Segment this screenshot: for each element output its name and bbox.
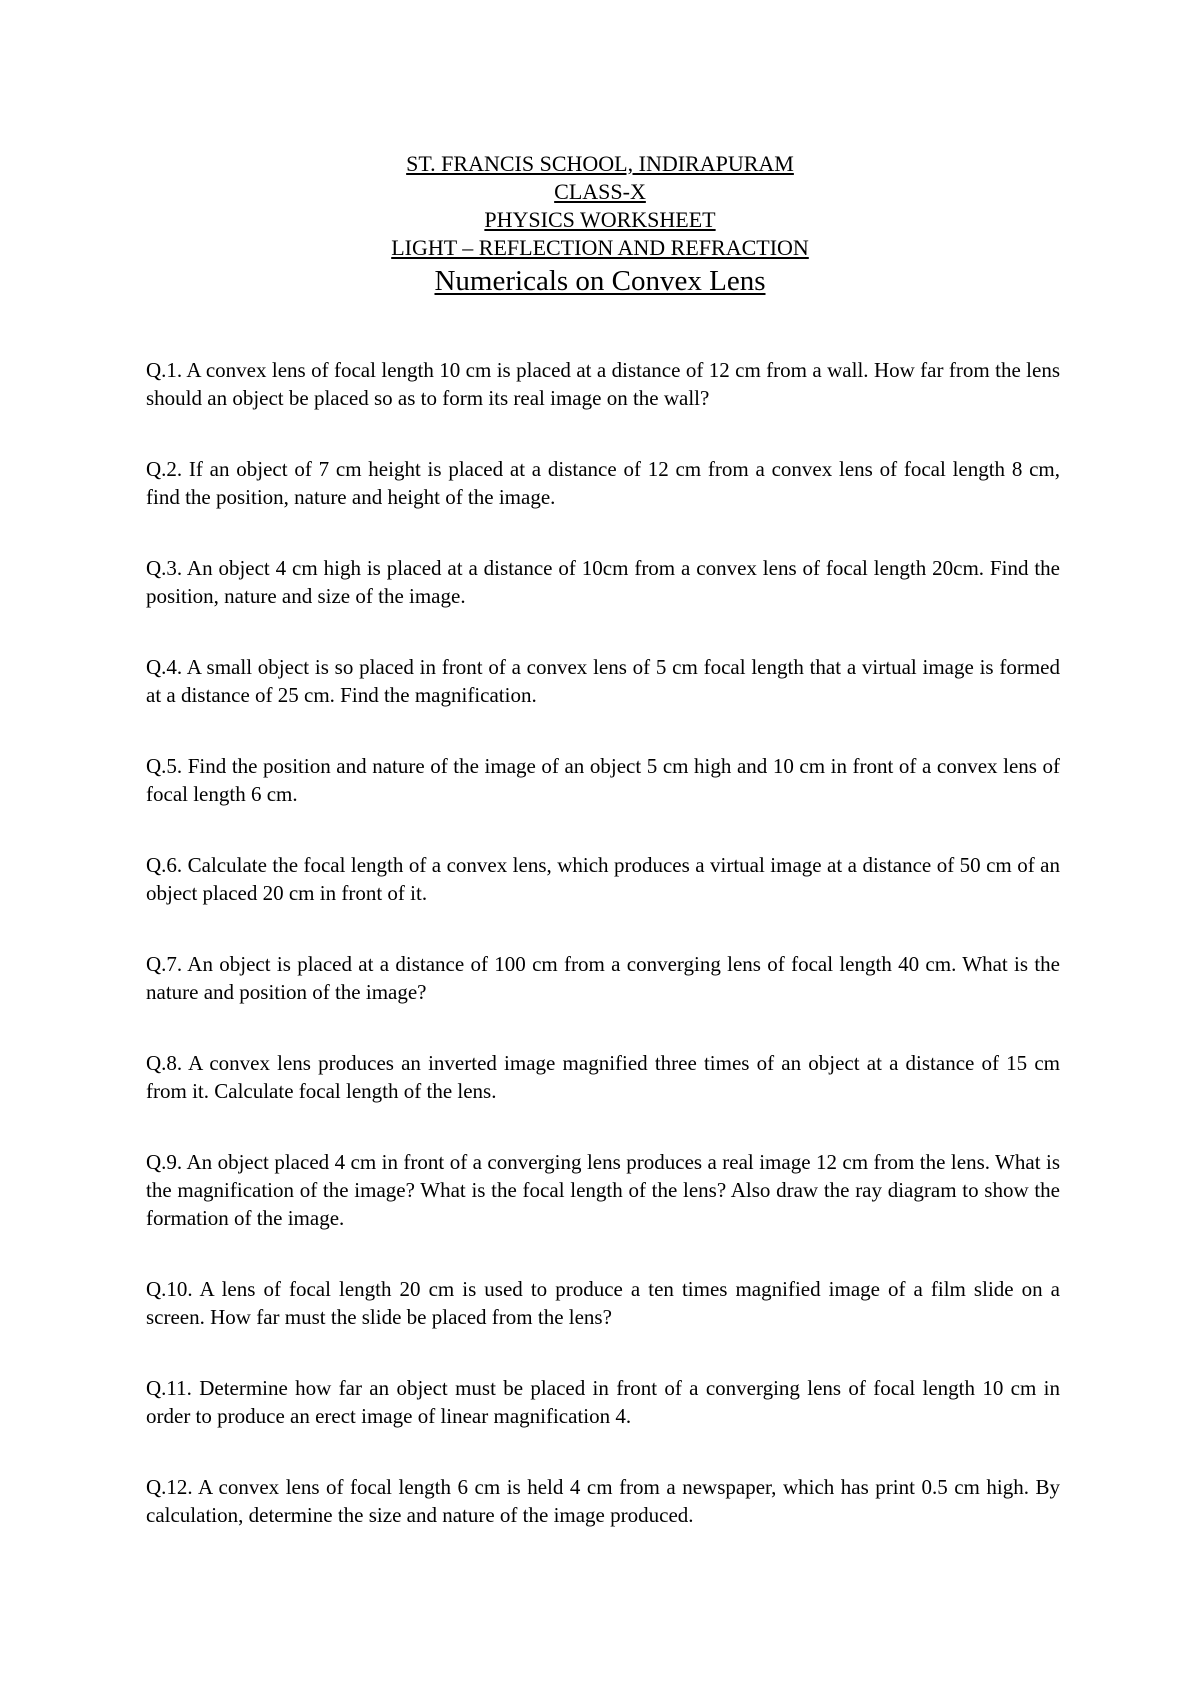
question-6: Q.6. Calculate the focal length of a convex lens, which produces a virtual image at a distance of 50 cm of an object placed 20 cm in front of it.: [146, 853, 1060, 905]
question-3: Q.3. An object 4 cm high is placed at a distance of 10cm from a convex lens of focal length 20cm. Find the position, nature and size of the image.: [146, 556, 1060, 608]
school-name: ST. FRANCIS SCHOOL, INDIRAPURAM: [406, 151, 794, 176]
question-2: Q.2. If an object of 7 cm height is placed at a distance of 12 cm from a convex lens of focal length 8 cm, find the position, nature and height of the image.: [146, 457, 1060, 509]
question-8: Q.8. A convex lens produces an inverted image magnified three times of an object at a distance of 15 cm from it. Calculate focal length of the lens.: [146, 1051, 1060, 1103]
worksheet-subtitle: Numericals on Convex Lens: [434, 265, 766, 297]
question-7: Q.7. An object is placed at a distance of 100 cm from a converging lens of focal length 40 cm. What is the nature and position of the image?: [146, 952, 1060, 1004]
question-4: Q.4. A small object is so placed in front of a convex lens of 5 cm focal length that a virtual image is formed at a distance of 25 cm. Find the magnification.: [146, 655, 1060, 707]
question-10: Q.10. A lens of focal length 20 cm is used to produce a ten times magnified image of a film slide on a screen. How far must the slide be placed from the lens?: [146, 1277, 1060, 1329]
chapter-title: LIGHT – REFLECTION AND REFRACTION: [391, 235, 809, 260]
question-12: Q.12. A convex lens of focal length 6 cm is held 4 cm from a newspaper, which has print 0.5 cm high. By calculation, determine the size and nature of the image produced.: [146, 1475, 1060, 1527]
question-1: Q.1. A convex lens of focal length 10 cm is placed at a distance of 12 cm from a wall. How far from the lens should an object be placed so as to form its real image on the wall?: [146, 358, 1060, 410]
subject-label: PHYSICS WORKSHEET: [484, 207, 716, 232]
question-11: Q.11. Determine how far an object must be placed in front of a converging lens of focal length 10 cm in order to produce an erect image of linear magnification 4.: [146, 1376, 1060, 1428]
question-5: Q.5. Find the position and nature of the image of an object 5 cm high and 10 cm in front of a convex lens of focal length 6 cm.: [146, 754, 1060, 806]
worksheet-header: [0, 150, 1200, 299]
class-label: CLASS-X: [554, 179, 646, 204]
question-9: Q.9. An object placed 4 cm in front of a converging lens produces a real image 12 cm from the lens. What is the magnification of the image? What is the focal length of the lens? Also draw the ray diagram to show the formation of the image.: [146, 1150, 1060, 1230]
question-list: [146, 356, 1060, 1572]
